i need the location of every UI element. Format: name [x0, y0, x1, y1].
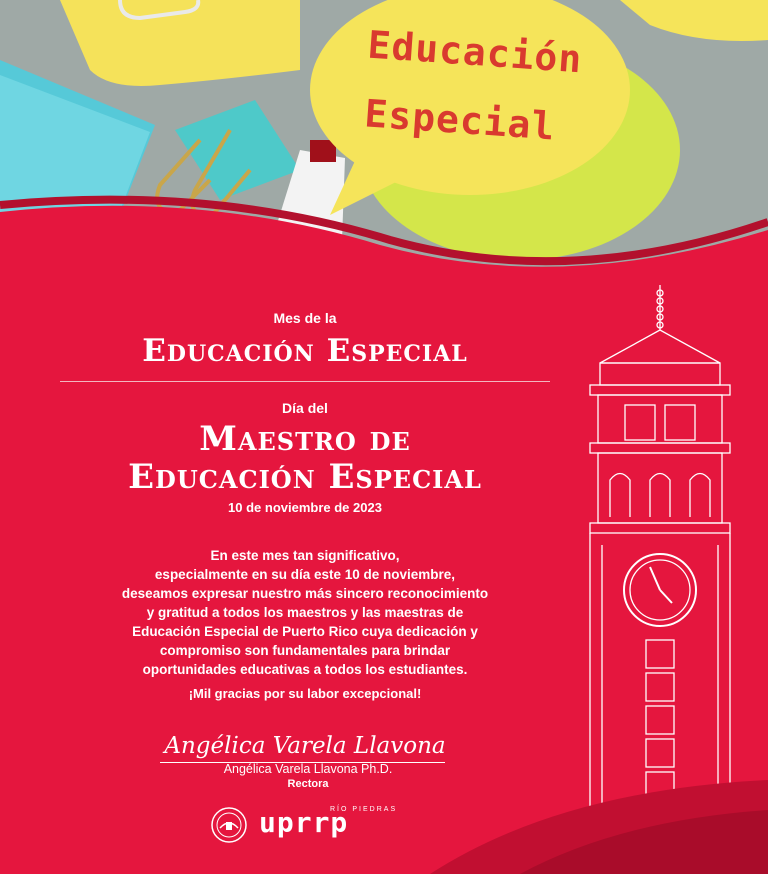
signer-title: Rectora: [287, 778, 329, 790]
secondary-title-line1: Maestro de: [199, 419, 411, 459]
message-line: En este mes tan significativo,: [210, 548, 400, 563]
message-line: Educación Especial de Puerto Rico cuya dedicación y: [132, 624, 478, 639]
logo-subtitle: RÍO PIEDRAS: [330, 806, 398, 813]
thanks-text: ¡Mil gracias por su labor excepcional!: [188, 686, 422, 701]
uprrp-logo: uprrp: [259, 806, 349, 839]
divider: [60, 381, 550, 382]
bubble-text-line2: Especial: [363, 91, 557, 149]
secondary-title-line2: Educación Especial: [128, 457, 482, 497]
message-line: y gratitud a todos los maestros y las maestras de: [146, 605, 464, 620]
date: 10 de noviembre de 2023: [228, 500, 382, 515]
message-line: oportunidades educativas a todos los estudiantes.: [142, 662, 468, 677]
message-line: especialmente en su día este 10 de noviembre,: [154, 567, 456, 582]
message-line: compromiso son fundamentales para brindar: [159, 643, 451, 658]
signature-script: Angélica Varela Llavona: [164, 733, 446, 759]
bubble-text-line1: Educación: [366, 22, 584, 82]
dia-label: Día del: [282, 400, 328, 416]
bottom-wave-decoration: [0, 770, 768, 874]
main-title: Educación Especial: [142, 333, 468, 369]
signer-name: Angélica Varela Llavona Ph.D.: [223, 762, 393, 776]
message-body: [60, 546, 550, 679]
mes-label: Mes de la: [273, 310, 337, 326]
message-line: deseamos expresar nuestro más sincero reconocimiento: [121, 586, 489, 601]
secondary-title: [60, 420, 550, 496]
